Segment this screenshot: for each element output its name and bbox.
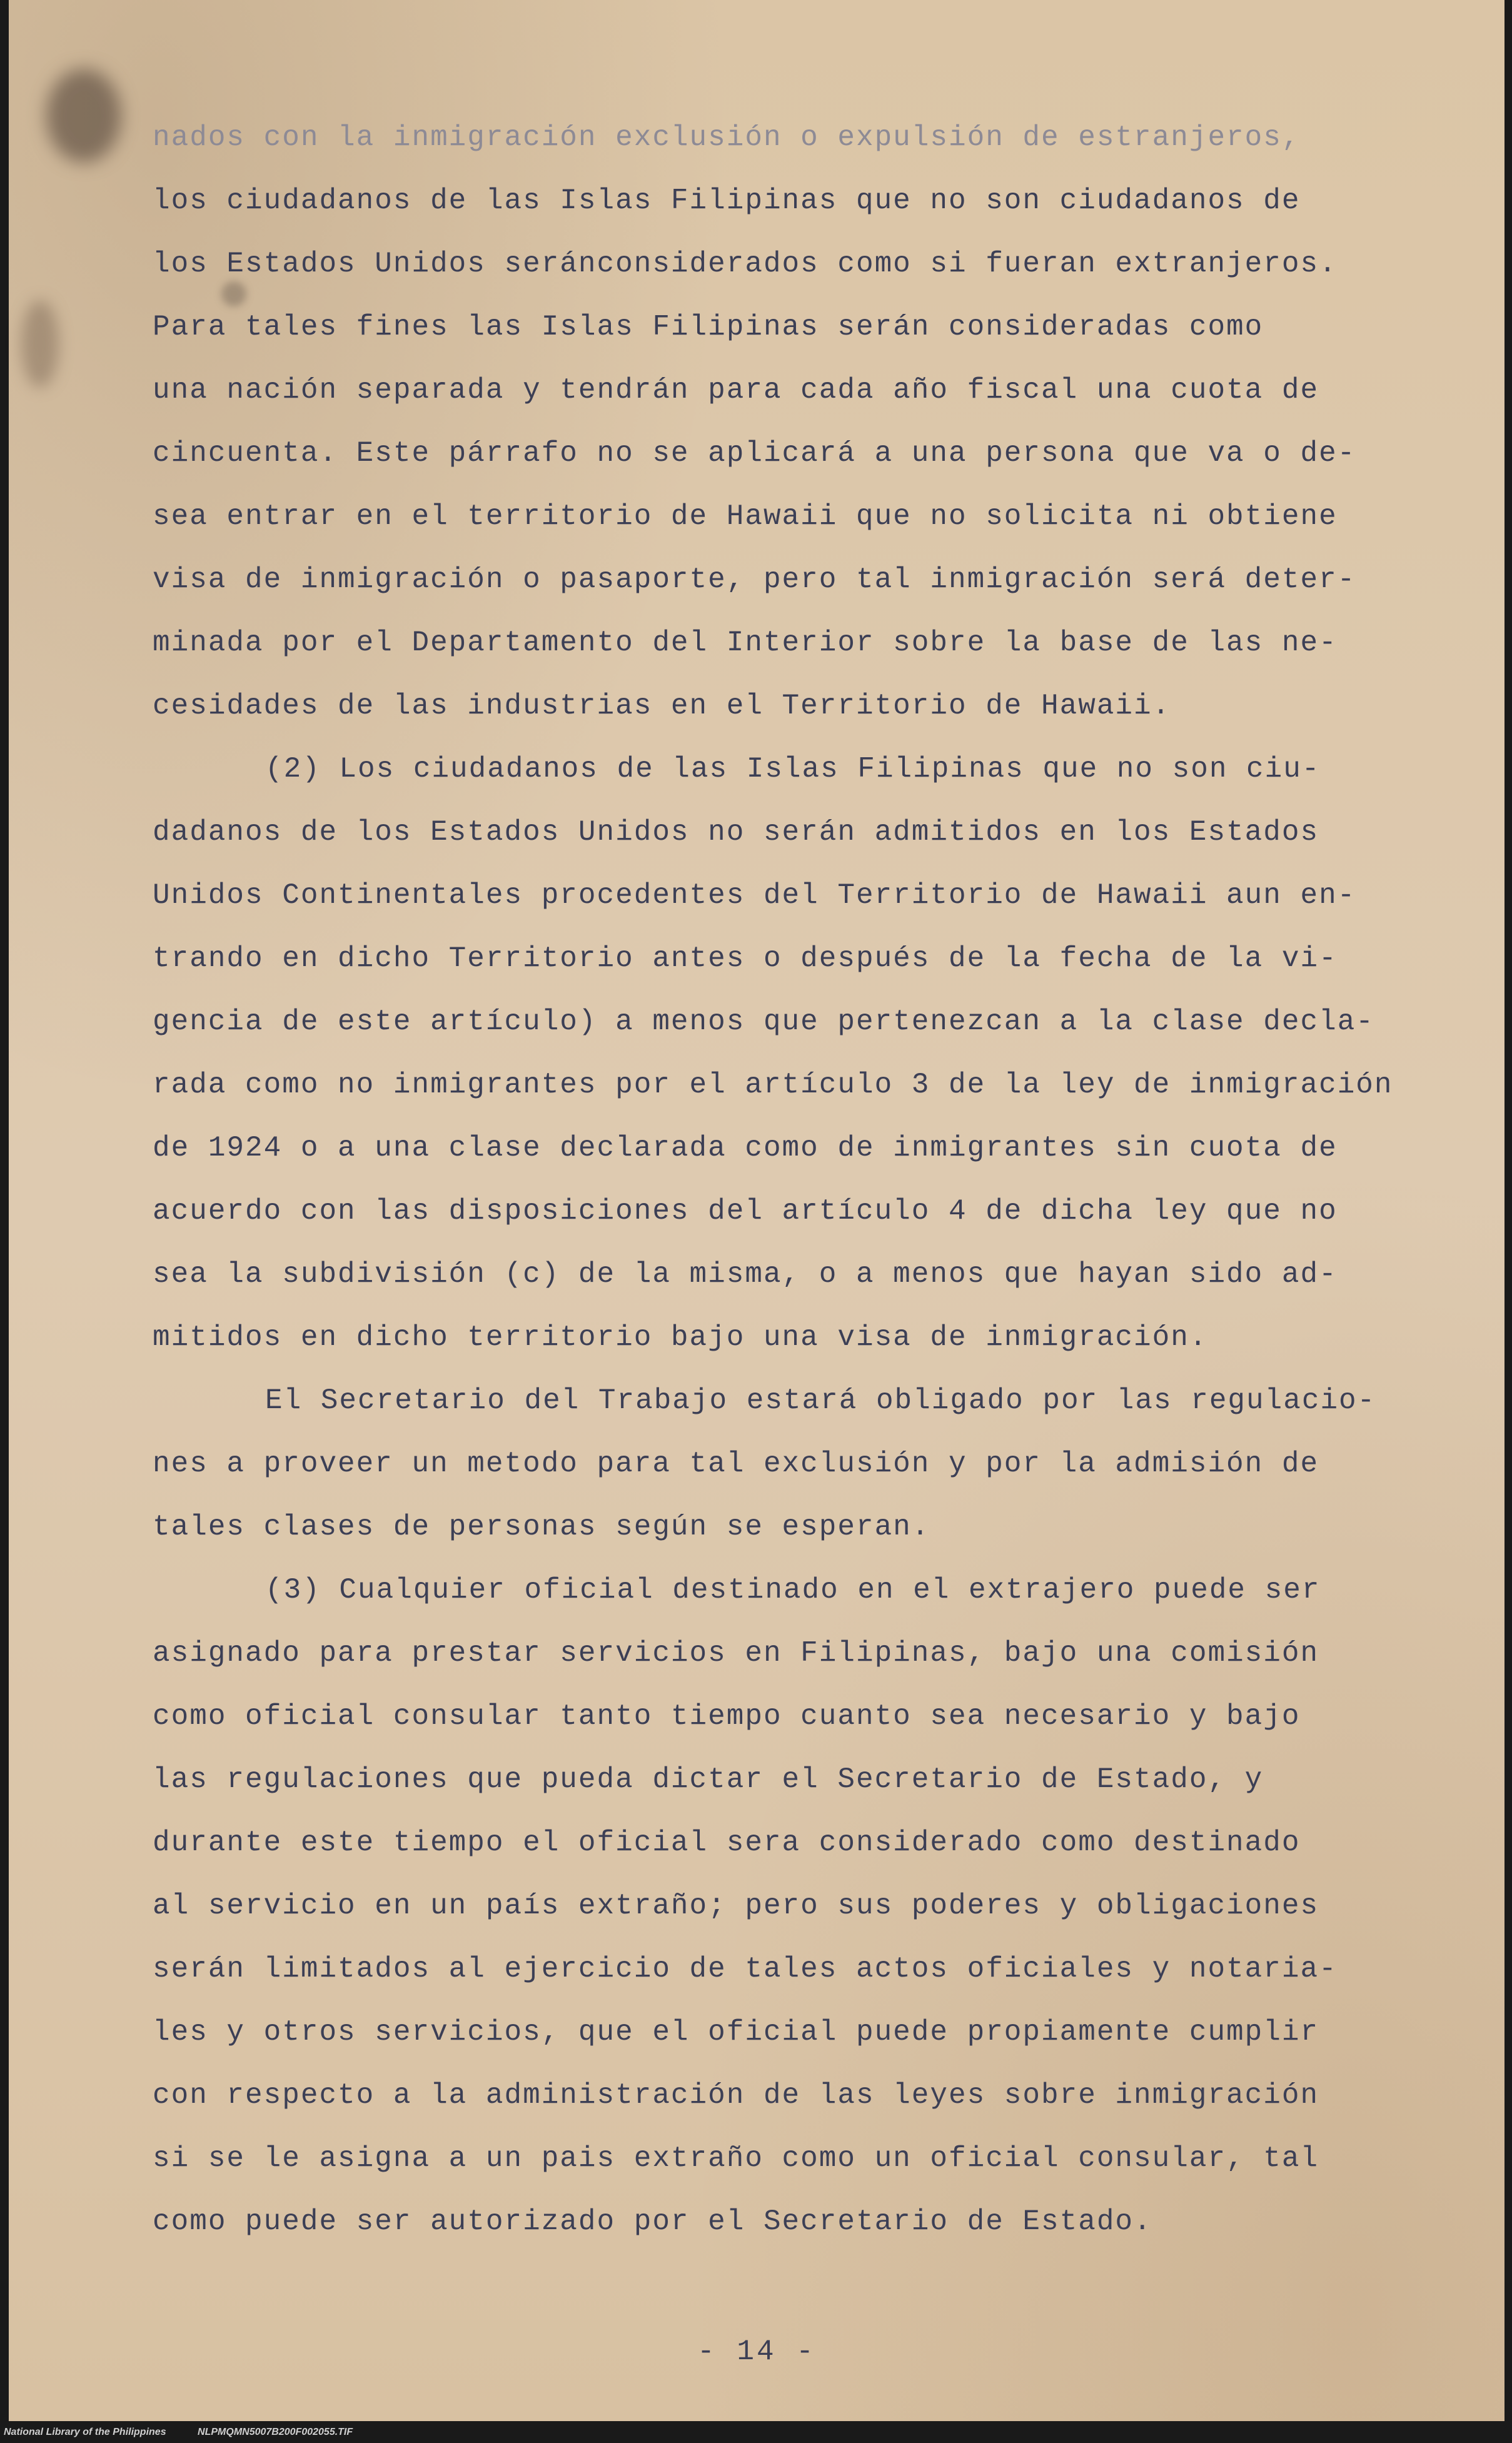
text-line: Para tales fines las Islas Filipinas serán consideradas como <box>153 311 1264 343</box>
text-line: visa de inmigración o pasaporte, pero tal inmigración será deter- <box>153 563 1356 596</box>
typewritten-body <box>153 106 1409 2254</box>
text-line: los ciudadanos de las Islas Filipinas que no son ciudadanos de <box>153 184 1301 217</box>
text-line: los Estados Unidos seránconsiderados como si fueran extranjeros. <box>153 248 1338 280</box>
text-line: minada por el Departamento del Interior sobre la base de las ne- <box>153 627 1338 659</box>
text-line: tales clases de personas según se esperan. <box>153 1511 930 1543</box>
text-line: durante este tiempo el oficial sera considerado como destinado <box>153 1826 1301 1859</box>
paper-stain <box>21 300 59 388</box>
text-line: cesidades de las industrias en el Territorio de Hawaii. <box>153 690 1171 722</box>
text-line: serán limitados al ejercicio de tales actos oficiales y notaria- <box>153 1953 1338 1985</box>
text-line: con respecto a la administración de las leyes sobre inmigración <box>153 2079 1319 2112</box>
text-line: las regulaciones que pueda dictar el Secretario de Estado, y <box>153 1763 1264 1796</box>
text-line: de 1924 o a una clase declarada como de inmigrantes sin cuota de <box>153 1132 1338 1164</box>
paper-stain <box>46 69 121 163</box>
scan-footer <box>0 2421 1512 2443</box>
file-id: NLPMQMN5007B200F002055.TIF <box>198 2427 353 2437</box>
text-line: sea entrar en el territorio de Hawaii que no solicita ni obtiene <box>153 500 1338 533</box>
text-line: les y otros servicios, que el oficial puede propiamente cumplir <box>153 2016 1319 2048</box>
text-line: como puede ser autorizado por el Secretario de Estado. <box>153 2205 1152 2238</box>
text-line: gencia de este artículo) a menos que pertenezcan a la clase decla- <box>153 1005 1374 1038</box>
text-line: asignado para prestar servicios en Filipinas, bajo una comisión <box>153 1637 1319 1670</box>
text-line: nes a proveer un metodo para tal exclusión y por la admisión de <box>153 1448 1319 1480</box>
text-line: trando en dicho Territorio antes o después de la fecha de la vi- <box>153 942 1338 975</box>
page-number: - 14 - <box>697 2335 816 2368</box>
text-line: una nación separada y tendrán para cada año fiscal una cuota de <box>153 374 1319 406</box>
library-credit: National Library of the Philippines <box>4 2427 166 2437</box>
text-line: (2) Los ciudadanos de las Islas Filipinas que no son ciu- <box>265 753 1321 785</box>
text-line: rada como no inmigrantes por el artículo 3 de la ley de inmigración <box>153 1069 1393 1101</box>
text-line: Unidos Continentales procedentes del Territorio de Hawaii aun en- <box>153 879 1356 912</box>
text-line: nados con la inmigración exclusión o expulsión de estranjeros, <box>153 121 1301 154</box>
text-line: cincuenta. Este párrafo no se aplicará a una persona que va o de- <box>153 437 1356 470</box>
text-line: al servicio en un país extraño; pero sus poderes y obligaciones <box>153 1890 1319 1922</box>
text-line: dadanos de los Estados Unidos no serán admitidos en los Estados <box>153 816 1319 849</box>
document-page <box>9 0 1504 2421</box>
text-line: mitidos en dicho territorio bajo una visa de inmigración. <box>153 1321 1208 1354</box>
text-line: (3) Cualquier oficial destinado en el extrajero puede ser <box>265 1574 1321 1606</box>
text-line: si se le asigna a un pais extraño como un oficial consular, tal <box>153 2142 1319 2175</box>
text-line: acuerdo con las disposiciones del artículo 4 de dicha ley que no <box>153 1195 1338 1227</box>
text-line: sea la subdivisión (c) de la misma, o a menos que hayan sido ad- <box>153 1258 1338 1291</box>
text-line: como oficial consular tanto tiempo cuanto sea necesario y bajo <box>153 1700 1301 1733</box>
text-line: El Secretario del Trabajo estará obligado por las regulacio- <box>265 1384 1376 1417</box>
